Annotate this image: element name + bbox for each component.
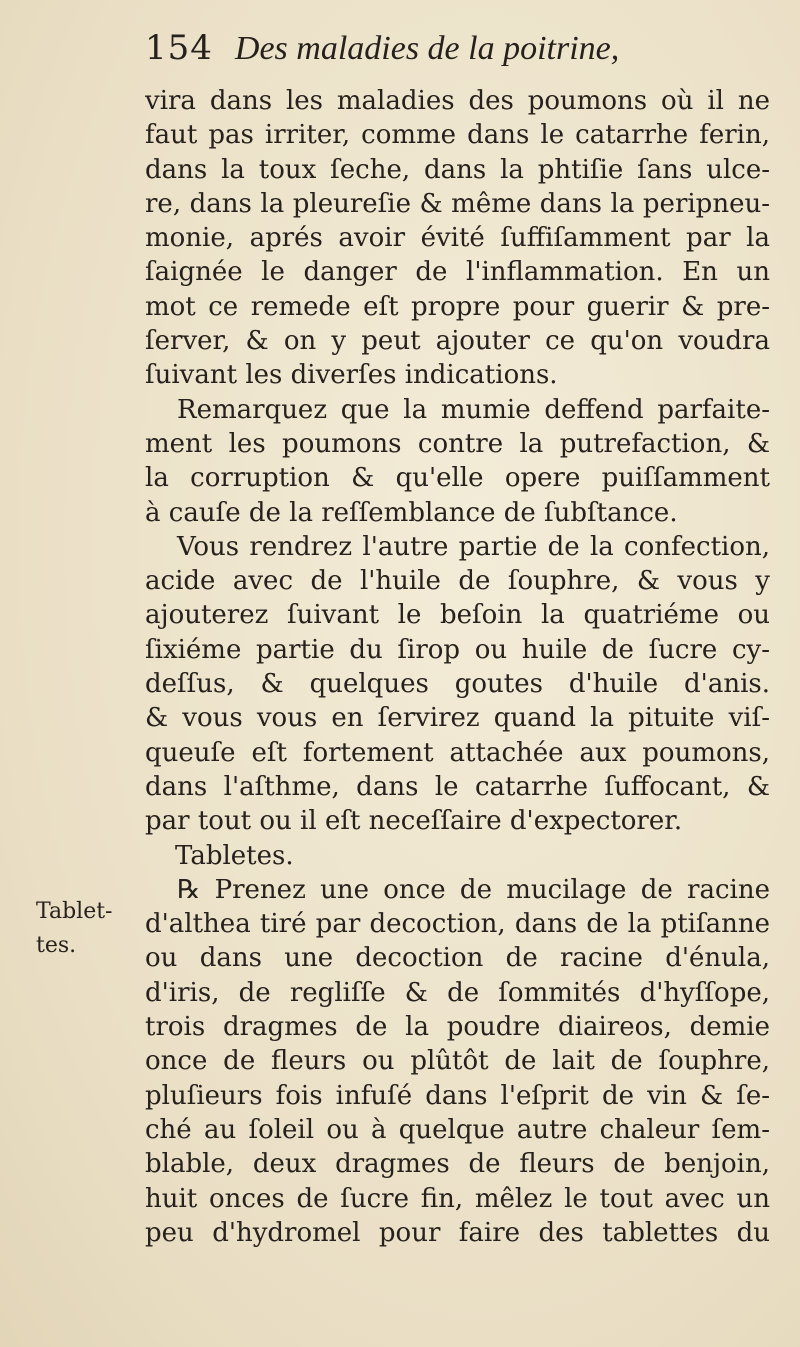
text-line: peu d'hydromel pour faire des tablettes du bbox=[145, 1217, 770, 1248]
text-line: ou dans une decoction de racine d'énula, bbox=[145, 943, 770, 974]
text-line: ajouterez ſuivant le beſoin la quatriéme ou bbox=[145, 600, 770, 631]
page-header bbox=[145, 28, 775, 88]
section-heading: Tabletes. bbox=[175, 840, 294, 871]
text-line: par tout ou il eſt neceſſaire d'expectorer. bbox=[145, 806, 683, 837]
text-line: pluſieurs fois infuſé dans l'eſprit de vin & ſe- bbox=[145, 1080, 770, 1111]
page-number: 154 bbox=[145, 28, 213, 68]
text-line: queuſe eſt fortement attachée aux poumons, bbox=[145, 737, 770, 768]
text-line: trois dragmes de la poudre diaireos, demie bbox=[145, 1012, 770, 1043]
recipe-start-line: ℞ Prenez une once de mucilage de racine bbox=[177, 874, 770, 905]
margin-note-line: tes. bbox=[36, 933, 77, 958]
text-line: la corruption & qu'elle opere puiſſamment bbox=[145, 463, 770, 494]
paragraph-start-line: Vous rendrez l'autre partie de la confection, bbox=[177, 531, 770, 562]
text-line: ſaignée le danger de l'inflammation. En un bbox=[145, 257, 770, 288]
margin-note bbox=[36, 895, 128, 963]
text-line: dans la toux ſeche, dans la phtiſie ſans ulce- bbox=[145, 154, 770, 185]
text-line: faut pas irriter, comme dans le catarrhe ferin, bbox=[145, 120, 770, 151]
text-line: blable, deux dragmes de fleurs de benjoin, bbox=[145, 1149, 770, 1180]
text-line: mot ce remede eſt propre pour guerir & pre- bbox=[145, 291, 770, 322]
text-line: acide avec de l'huile de ſouphre, & vous y bbox=[145, 566, 770, 597]
text-line: à cauſe de la reſſemblance de ſubſtance. bbox=[145, 497, 678, 528]
paragraph-start-line: Remarquez que la mumie deffend parfaite- bbox=[177, 394, 770, 425]
text-line: ment les poumons contre la putrefaction, & bbox=[145, 428, 770, 459]
text-line: vira dans les maladies des poumons où il ne bbox=[145, 86, 770, 116]
text-line: once de fleurs ou plûtôt de lait de ſouphre, bbox=[145, 1046, 770, 1077]
text-line: dans l'aſthme, dans le catarrhe ſuffocant, & bbox=[145, 771, 770, 802]
text-line: re, dans la pleureſie & même dans la peripneu- bbox=[145, 188, 770, 219]
text-line: ché au ſoleil ou à quelque autre chaleur ſem- bbox=[145, 1114, 770, 1145]
text-line: & vous vous en ſervirez quand la pituite viſ- bbox=[145, 703, 770, 734]
running-title: Des maladies de la poitrine, bbox=[234, 30, 620, 67]
text-line: monie, aprés avoir évité ſuffiſamment par la bbox=[145, 223, 770, 254]
text-line: huit onces de ſucre fin, mêlez le tout avec un bbox=[145, 1183, 770, 1214]
body-text bbox=[145, 84, 770, 1250]
text-line: d'althea tiré par decoction, dans de la ptiſanne bbox=[145, 909, 770, 940]
margin-note-line: Tablet- bbox=[36, 899, 113, 924]
text-line: ſerver, & on y peut ajouter ce qu'on voudra bbox=[145, 326, 770, 357]
text-line: ſuivant les diverſes indications. bbox=[145, 360, 558, 391]
text-line: d'iris, de regliſſe & de ſommités d'hyſſope, bbox=[145, 977, 770, 1008]
text-line: deſſus, & quelques goutes d'huile d'anis. bbox=[145, 669, 770, 700]
text-line: ſixiéme partie du ſirop ou huile de ſucre cy- bbox=[145, 634, 770, 665]
